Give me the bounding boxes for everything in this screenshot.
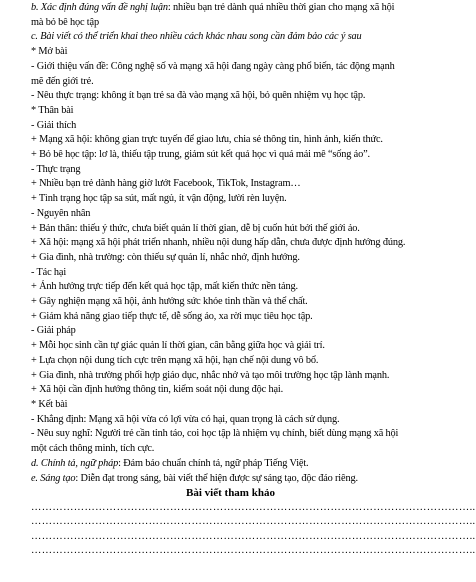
text-line: + Ảnh hưởng trực tiếp đến kết quả học tập, mất kiến thức nền tảng.	[31, 281, 298, 293]
text-line: mà bỏ bê học tập	[31, 16, 99, 28]
text-line: + Bản thân: thiếu ý thức, chưa biết quản lí thời gian, dễ bị cuốn hút bởi thế giới ảo.	[31, 222, 360, 234]
reference-essay-heading: Bài viết tham khảo	[186, 487, 275, 500]
criterion-b-text: : nhiều bạn trẻ dành quá nhiều thời gian cho mạng xã hội	[167, 2, 395, 13]
criterion-e-text: : Diễn đạt trong sáng, bài viết thể hiện được sự sáng tạo, độc đáo riêng.	[75, 472, 358, 484]
dotted-answer-line: ……………………………………………………………………………………………………………..	[31, 530, 476, 542]
text-line: + Gây nghiện mạng xã hội, ảnh hưởng sức khỏe tinh thần và thể chất.	[31, 296, 308, 308]
criterion-c: c. Bài viết có thể triển khai theo nhiều cách khác nhau song cần đảm bảo các ý sau	[31, 31, 362, 43]
text-line: - Nêu thực trạng: không ít bạn trẻ sa đà vào mạng xã hội, bỏ quên nhiệm vụ học tập.	[31, 90, 366, 102]
text-line: - Giới thiệu vấn đề: Công nghệ số và mạng xã hội đang ngày càng phổ biến, tác động mạnh	[31, 60, 395, 72]
section-mo-bai: * Mở bài	[31, 46, 68, 58]
text-line: + Xã hội: mạng xã hội phát triển nhanh, nhiều nội dung hấp dẫn, chưa được định hướng đúng.	[31, 237, 406, 249]
subsection-tac-hai: - Tác hại	[31, 266, 67, 278]
text-line: một cách thông minh, tích cực.	[31, 443, 155, 455]
text-line: + Lựa chọn nội dung tích cực trên mạng xã hội, hạn chế nội dung vô bổ.	[31, 354, 319, 366]
text-line: - Nêu suy nghĩ: Người trẻ cần tỉnh táo, coi học tập là nhiệm vụ chính, biết dùng mạng xã hội	[31, 428, 399, 440]
dotted-answer-line: ……………………………………………………………………………………………………………..	[31, 544, 476, 556]
dotted-answer-line: ……………………………………………………………………………………………………………..	[31, 516, 476, 528]
section-than-bai: * Thân bài	[31, 104, 74, 116]
text-line: + Nhiều bạn trẻ dành hàng giờ lướt Facebook, TikTok, Instagram…	[31, 178, 301, 190]
text-line: + Gia đình, nhà trường: còn thiếu sự quản lí, nhắc nhở, định hướng.	[31, 251, 300, 263]
criterion-d	[31, 457, 430, 472]
text-line: + Bỏ bê học tập: lơ là, thiếu tập trung, giảm sút kết quả học vì quá mải mê “sống ảo”.	[31, 149, 370, 161]
subsection-thuc-trang: - Thực trạng	[31, 163, 81, 175]
dotted-answer-line: ……………………………………………………………………………………………………………..	[31, 501, 476, 513]
criterion-b	[31, 1, 430, 16]
text-line: + Gia đình, nhà trường phối hợp giáo dục, nhắc nhở và tạo môi trường học tập lành mạnh.	[31, 369, 390, 381]
subsection-giai-phap: - Giải pháp	[31, 325, 76, 337]
subsection-giai-thich: - Giải thích	[31, 119, 77, 131]
criterion-b-label: b. Xác định đúng vấn đề nghị luận	[31, 2, 168, 13]
criterion-e-label: e. Sáng tạo	[31, 472, 76, 484]
text-line: + Xã hội cần định hướng thông tin, kiểm soát nội dung độc hại.	[31, 384, 284, 396]
text-line: + Tình trạng học tập sa sút, mất ngủ, ít vận động, lười rèn luyện.	[31, 193, 287, 205]
text-line: + Mạng xã hội: không gian trực tuyến để giao lưu, chia sẻ thông tin, hình ảnh, kiến thức.	[31, 134, 383, 146]
text-line: + Giảm khả năng giao tiếp thực tế, dễ sống ảo, xa rời mục tiêu học tập.	[31, 310, 313, 322]
text-line: mẽ đến giới trẻ.	[31, 75, 94, 87]
criterion-e	[31, 472, 430, 487]
subsection-nguyen-nhan: - Nguyên nhân	[31, 207, 91, 219]
text-line: - Khẳng định: Mạng xã hội vừa có lợi vừa có hại, quan trọng là cách sử dụng.	[31, 413, 340, 425]
criterion-d-text: : Đảm bảo chuẩn chính tả, ngữ pháp Tiếng Việt.	[118, 457, 309, 469]
section-ket-bai: * Kết bài	[31, 398, 68, 410]
text-line: + Mỗi học sinh cần tự giác quản lí thời gian, cân bằng giữa học và giải trí.	[31, 340, 325, 352]
criterion-d-label: d. Chính tả, ngữ pháp	[31, 457, 119, 469]
